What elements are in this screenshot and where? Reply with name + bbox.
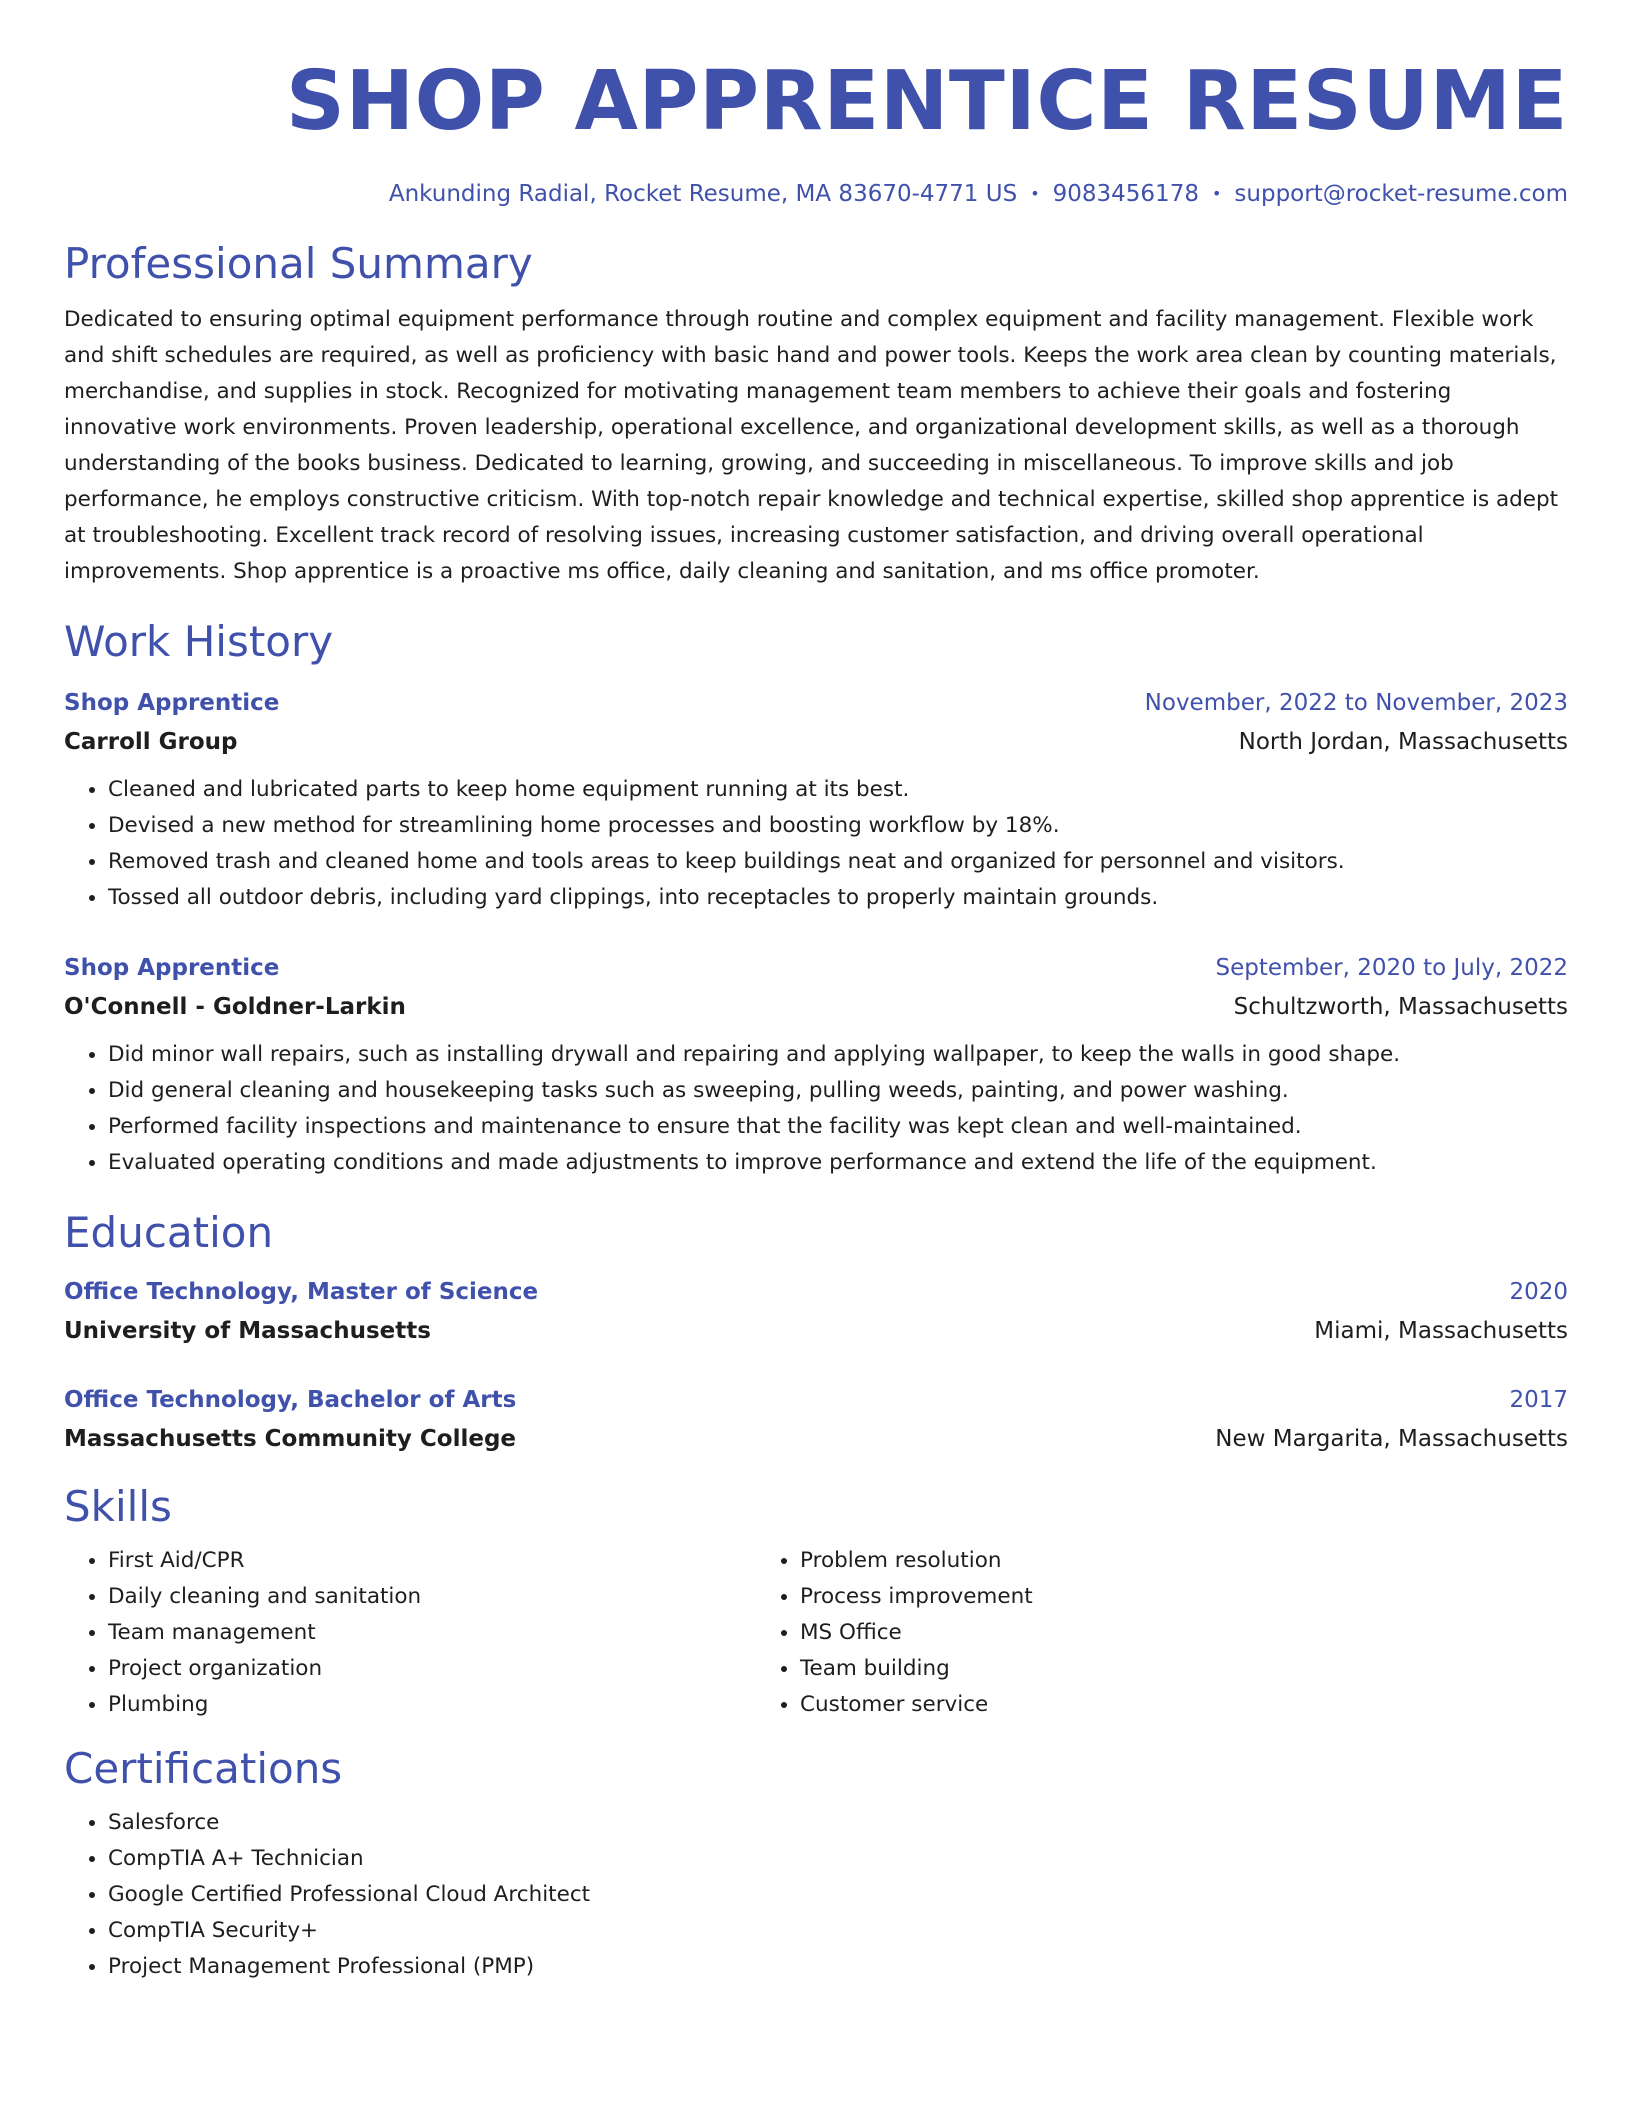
skill-item: • Process improvement (800, 1579, 1448, 1615)
skills-heading: Skills (64, 1482, 172, 1531)
contact-address: Ankunding Radial, Rocket Resume, MA 83670-4771 US (388, 181, 1018, 207)
degree: Office Technology, Bachelor of Arts (64, 1387, 517, 1413)
certification-item: • CompTIA A+ Technician (108, 1841, 1568, 1877)
skills-list (64, 1543, 1568, 1723)
job-bullet: • Cleaned and lubricated parts to keep home equipment running at its best. (108, 772, 1568, 808)
summary-heading: Professional Summary (64, 239, 533, 288)
certification-item: • Salesforce (108, 1805, 1568, 1841)
job-title: Shop Apprentice (64, 955, 280, 981)
job-bullet: • Did general cleaning and housekeeping tasks such as sweeping, pulling weeds, painting, and power washing. (108, 1073, 1568, 1109)
school-name: Massachusetts Community College (64, 1426, 517, 1452)
skill-item: • Team management (108, 1615, 756, 1651)
contact-line (64, 178, 1568, 210)
graduation-year: 2017 (1509, 1387, 1568, 1413)
skill-item: • Customer service (800, 1687, 1448, 1723)
job-bullets (64, 1037, 1568, 1181)
certification-item: • Project Management Professional (PMP) (108, 1949, 1568, 1985)
contact-email: support@rocket-resume.com (1234, 181, 1568, 207)
skills-column-right (756, 1543, 1448, 1723)
job-dates: November, 2022 to November, 2023 (1144, 690, 1568, 716)
skill-item: • First Aid/CPR (108, 1543, 756, 1579)
certification-item: • CompTIA Security+ (108, 1913, 1568, 1949)
job-bullet: • Evaluated operating conditions and made adjustments to improve performance and extend the life of the equipment. (108, 1145, 1568, 1181)
contact-separator: • (1030, 184, 1040, 203)
contact-separator: • (1211, 184, 1222, 203)
graduation-year: 2020 (1509, 1279, 1568, 1305)
skill-item: • Daily cleaning and sanitation (108, 1579, 756, 1615)
job-entry (64, 949, 1568, 1181)
work-history-heading: Work History (64, 617, 334, 666)
school-name: University of Massachusetts (64, 1318, 431, 1344)
school-location: New Margarita, Massachusetts (1215, 1426, 1568, 1452)
job-bullet: • Tossed all outdoor debris, including yard clippings, into receptacles to properly maintain grounds. (108, 880, 1568, 916)
certifications-list (64, 1805, 1568, 1985)
contact-phone: 9083456178 (1052, 181, 1199, 207)
skill-item: • Project organization (108, 1651, 756, 1687)
job-dates: September, 2020 to July, 2022 (1215, 955, 1568, 981)
job-bullet: • Removed trash and cleaned home and tools areas to keep buildings neat and organized for personnel and visitors. (108, 844, 1568, 880)
job-bullet: • Performed facility inspections and maintenance to ensure that the facility was kept clean and well-maintained. (108, 1109, 1568, 1145)
job-entry (64, 684, 1568, 916)
skill-item: • Plumbing (108, 1687, 756, 1723)
job-location: Schultzworth, Massachusetts (1233, 994, 1568, 1020)
job-company: Carroll Group (64, 729, 238, 755)
education-entry (64, 1273, 1568, 1351)
skill-item: • Problem resolution (800, 1543, 1448, 1579)
summary-text: Dedicated to ensuring optimal equipment performance through routine and complex equipment and facility management. Flexible work and shift schedules are required, as well as proficiency with basic hand and power tools. Keeps the work area clean by counting materials, merchandise, and supplies in stock. Recognized for motivating management team members to achieve their goals and fostering innovative work environments. Proven leadership, operational excellence, and organizational development skills, as well as a thorough understanding of the books business. Dedicated to learning, growing, and succeeding in miscellaneous. To improve skills and job performance, he employs constructive criticism. With top-notch repair knowledge and technical expertise, skilled shop apprentice is adept at troubleshooting. Excellent track record of resolving issues, increasing customer satisfaction, and driving overall operational improvements. Shop apprentice is a proactive ms office, daily cleaning and sanitation, and ms office promoter. (64, 307, 1559, 584)
skill-item: • Team building (800, 1651, 1448, 1687)
education-entry (64, 1381, 1568, 1459)
skills-column-left (64, 1543, 756, 1723)
school-location: Miami, Massachusetts (1314, 1318, 1568, 1344)
skill-item: • MS Office (800, 1615, 1448, 1651)
job-bullets (64, 772, 1568, 916)
certification-item: • Google Certified Professional Cloud Architect (108, 1877, 1568, 1913)
job-bullet: • Did minor wall repairs, such as installing drywall and repairing and applying wallpaper, to keep the walls in good shape. (108, 1037, 1568, 1073)
job-location: North Jordan, Massachusetts (1238, 729, 1568, 755)
job-title: Shop Apprentice (64, 690, 280, 716)
degree: Office Technology, Master of Science (64, 1279, 539, 1305)
job-bullet: • Devised a new method for streamlining home processes and boosting workflow by 18%. (108, 808, 1568, 844)
resume-title: SHOP APPRENTICE RESUME (285, 54, 1568, 149)
education-heading: Education (64, 1208, 274, 1257)
job-company: O'Connell - Goldner-Larkin (64, 994, 406, 1020)
certifications-heading: Certifications (64, 1744, 343, 1793)
